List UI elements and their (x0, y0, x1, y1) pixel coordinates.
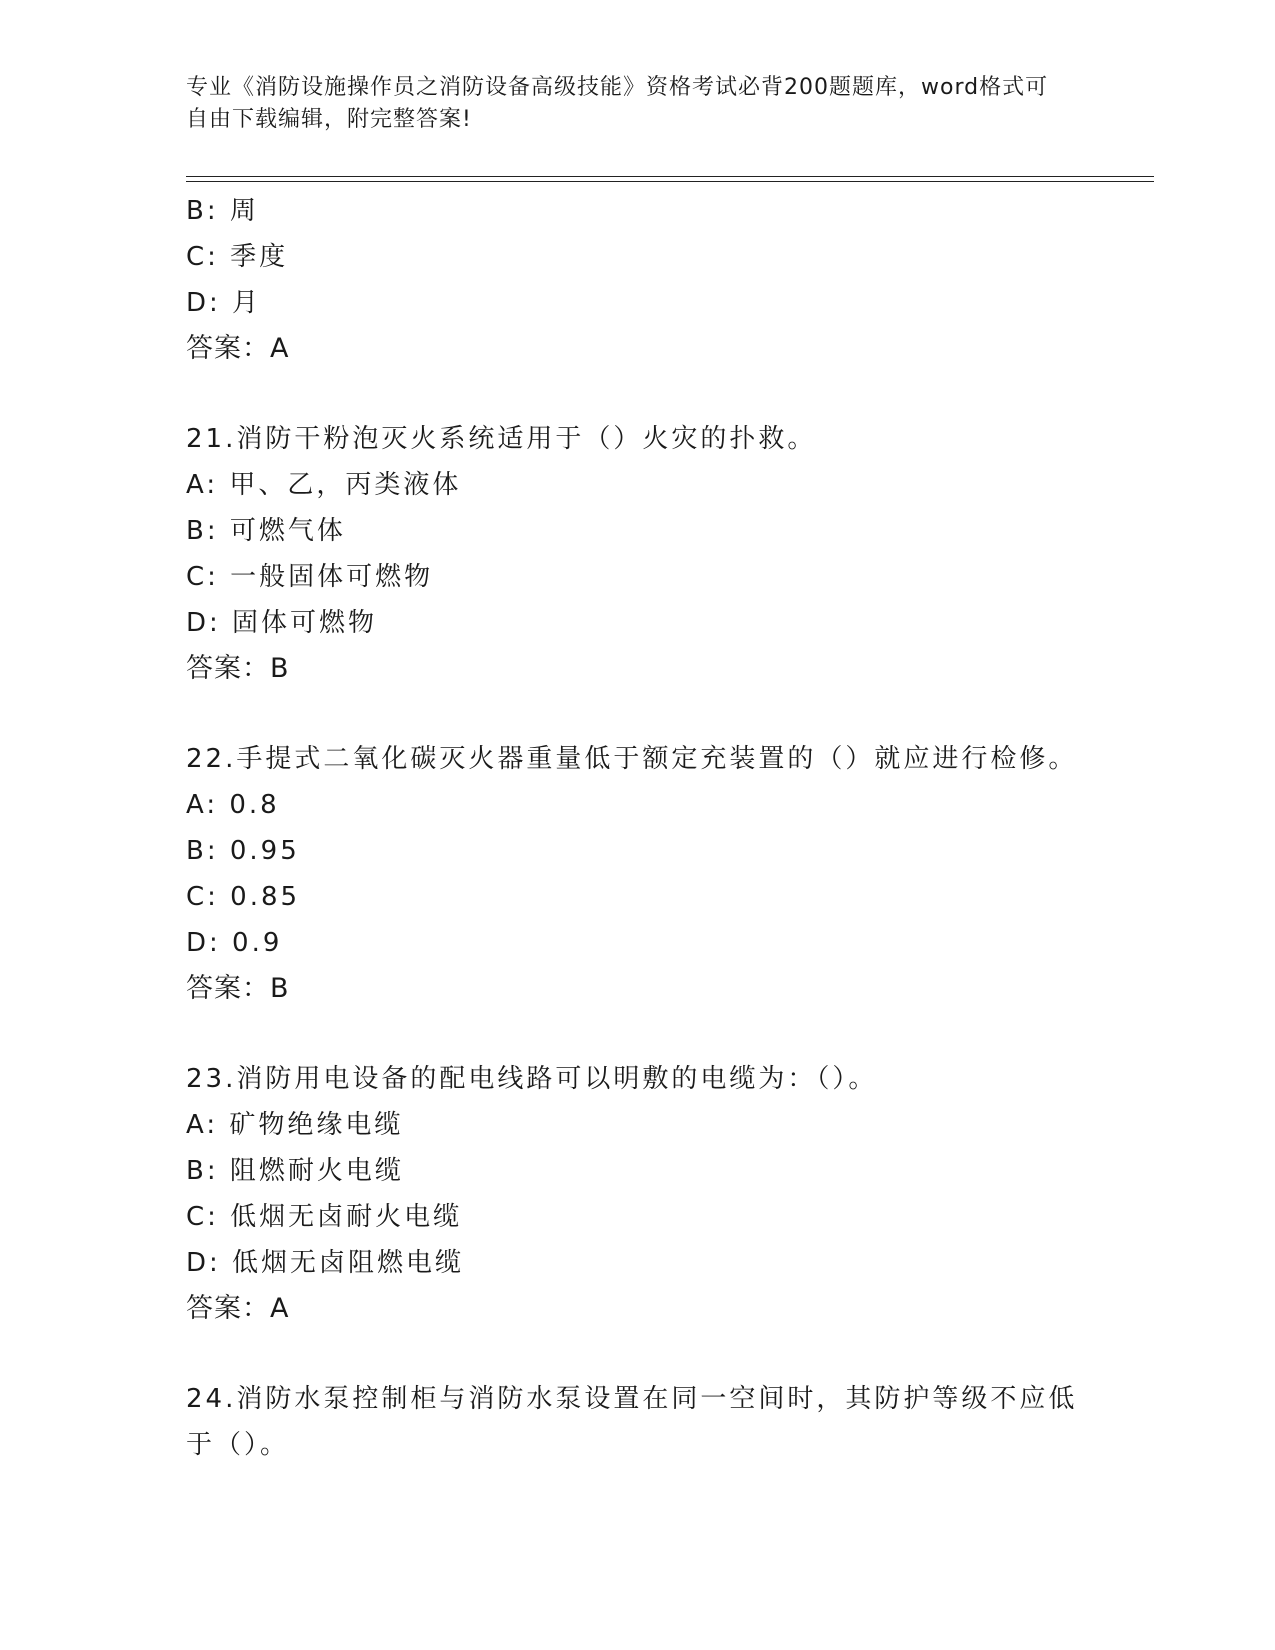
question-21 (186, 416, 1106, 692)
option-a: A: 0.8 (186, 790, 280, 820)
question-text: 22.手提式二氧化碳灭火器重量低于额定充装置的（）就应进行检修。 (186, 744, 1078, 774)
question-list (186, 188, 1106, 1468)
spacer (186, 692, 1106, 736)
spacer (186, 372, 1106, 416)
header-divider-top (186, 176, 1154, 177)
spacer (186, 1332, 1106, 1376)
option-b: B: 周 (186, 196, 259, 226)
question-text: 21.消防干粉泡灭火系统适用于（）火灾的扑救。 (186, 424, 817, 454)
option-b: B: 可燃气体 (186, 516, 346, 546)
header-divider-bottom (186, 181, 1154, 182)
question-20-continuation (186, 188, 1106, 372)
question-24 (186, 1376, 1106, 1468)
document-header: 专业《消防设施操作员之消防设备高级技能》资格考试必背200题题库，word格式可自由下载编辑，附完整答案! (186, 75, 1049, 132)
question-22 (186, 736, 1106, 1012)
option-d: D: 固体可燃物 (186, 608, 378, 638)
answer: 答案：A (186, 1293, 290, 1324)
option-c: C: 0.85 (186, 882, 301, 912)
option-d: D: 0.9 (186, 928, 283, 958)
question-text: 24.消防水泵控制柜与消防水泵设置在同一空间时，其防护等级不应低于（）。 (186, 1384, 1078, 1460)
option-c: C: 一般固体可燃物 (186, 562, 434, 592)
spacer (186, 1012, 1106, 1056)
option-c: C: 季度 (186, 242, 289, 272)
answer: 答案：B (186, 973, 290, 1004)
option-b: B: 0.95 (186, 836, 300, 866)
answer: 答案：A (186, 333, 290, 364)
option-a: A: 甲、乙，丙类液体 (186, 470, 462, 500)
answer: 答案：B (186, 653, 290, 684)
option-b: B: 阻燃耐火电缆 (186, 1156, 404, 1186)
option-d: D: 低烟无卤阻燃电缆 (186, 1248, 465, 1278)
option-d: D: 月 (186, 288, 262, 318)
option-c: C: 低烟无卤耐火电缆 (186, 1202, 463, 1232)
option-a: A: 矿物绝缘电缆 (186, 1110, 404, 1140)
question-text: 23.消防用电设备的配电线路可以明敷的电缆为：（）。 (186, 1064, 878, 1094)
question-23 (186, 1056, 1106, 1332)
